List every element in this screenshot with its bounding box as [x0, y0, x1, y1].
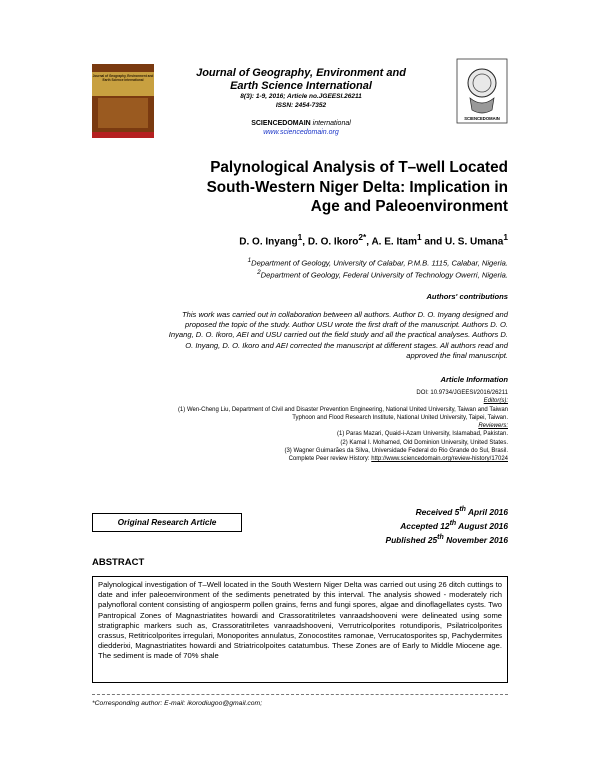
received-date: Received 5th April 2016 [415, 506, 508, 517]
contributions-text: This work was carried out in collaboration between all authors. Author D. O. Inyang designed and proposed the topic of the study. Author USU wrote the first draft of the manuscript. Authors D. O. Inyang, D. O. Ikoro, AEI and USU carried out the field study and all the practical analyses. Authors D. O. Inyang, D. O. Ikoro and AEI corrected the manuscript at different stages. All authors read and approved the final manuscript. [168, 310, 508, 360]
cover-title: Journal of Geography, Environment and Earth Science International [92, 72, 154, 96]
journal-issn: ISSN: 2454-7352 [275, 101, 327, 109]
review-history: Complete Peer review History: http://www.sciencedomain.org/review-history/17024 [288, 456, 508, 463]
accepted-date: Accepted 12th August 2016 [400, 520, 508, 531]
cover-artwork [98, 98, 148, 128]
contributions-heading: Authors' contributions [426, 292, 508, 301]
reviewer-line: (1) Paras Mazari, Quaid-i-Azam University, Islamabad, Pakistan. [337, 431, 508, 438]
publisher-name: SCIENCEDOMAIN international [251, 120, 351, 127]
journal-meta [170, 93, 432, 110]
editor-line: Typhoon and Flood Research Institute, National United University, Taipei, Taiwan. [292, 414, 508, 421]
article-info-heading: Article Information [440, 375, 508, 384]
corresponding-author-footnote: *Corresponding author: E-mail: ikorodiugoo@gmail.com; [92, 700, 263, 707]
review-history-link[interactable]: http://www.sciencedomain.org/review-history/17024 [371, 456, 508, 463]
publisher-url-link[interactable]: www.sciencedomain.org [263, 129, 339, 136]
author-list: D. O. Inyang$^1$, D. O. Ikoro$^{2*}$, A. E. Itam$^1$ and U. S. Umana$^1$ [239, 232, 508, 248]
paper-title: Palynological Analysis of T–well Located South-Western Niger Delta: Implication in Age and Paleoenvironment [206, 159, 508, 215]
footnote-divider [92, 694, 508, 695]
publisher-block [170, 119, 432, 137]
affiliation: $^1$Department of Geology, University of Calabar, P.M.B. 1115, Calabar, Nigeria. [247, 257, 508, 268]
editor-label: Editor(s): [483, 398, 508, 405]
author-name: A. E. Itam [371, 236, 418, 248]
author-name: D. O. Ikoro [307, 236, 359, 248]
journal-citation: 8(3): 1-9, 2016; Article no.JGEESI.26211 [240, 93, 362, 100]
cover-strip [92, 132, 154, 138]
author-name: U. S. Umana [445, 236, 504, 248]
abstract-box [92, 576, 508, 683]
logo-wordmark: SCIENCEDOMAIN [464, 116, 500, 121]
article-type-badge: Original Research Article [92, 513, 242, 532]
abstract-text: Palynological investigation of T–Well located in the South Western Niger Delta was carried out using 26 ditch cuttings to date and infer paleoenvironment of the sediments penetrated by this interval. The analysis showed - moderately rich palynofloral content consisting of angiosperm pollen grains, ferns and fungi spores, algae and dinoflagellates cysts. Two Pantropical Zones of Magnastriatites howardi and Crassoratitriletes vanraadshooveni were delineated using some stratigraphic markers such as, Crassoratitriletes vanraadshooveni, Verrutricolporites rotundiporis, Psilatricolporites crassus, Retitricolporites irregulari, Monoporites annulatus, Zonocostites ramonae, Verrucatosporites sp, Pachydermites diedderixi, Magnastriatites howardi and Striatricolpoites catatumbus. These Zones are of Early to Middle Miocene age. The sediment is made of 70% shale [98, 580, 502, 661]
affiliation: $^2$Department of Geology, Federal University of Technology Owerri, Nigeria. [257, 269, 508, 280]
reviewers-label: Reviewers: [478, 423, 508, 430]
reviewer-line: (2) Kamal I. Mohamed, Old Dominion University, United States. [340, 439, 508, 446]
editor-line: (1) Wen-Cheng Liu, Department of Civil and Disaster Prevention Engineering, National United University, Taiwan and Taiwan [177, 406, 508, 413]
affiliations [150, 256, 508, 280]
publication-dates [300, 504, 508, 546]
abstract-heading: ABSTRACT [92, 557, 145, 568]
reviewer-line: (3) Wagner Guimarães da Silva, Universidade Federal do Rio Grande do Sul, Brasil. [284, 448, 508, 455]
sciencedomain-logo [456, 58, 508, 124]
published-date: Published 25th November 2016 [385, 534, 508, 545]
journal-cover-image [92, 64, 154, 138]
journal-title: Journal of Geography, Environment and Earth Science International [196, 67, 406, 92]
author-name: D. O. Inyang [239, 236, 298, 248]
doi: DOI: 10.9734/JGEESI/2016/26211 [416, 390, 508, 396]
article-info [92, 389, 508, 464]
